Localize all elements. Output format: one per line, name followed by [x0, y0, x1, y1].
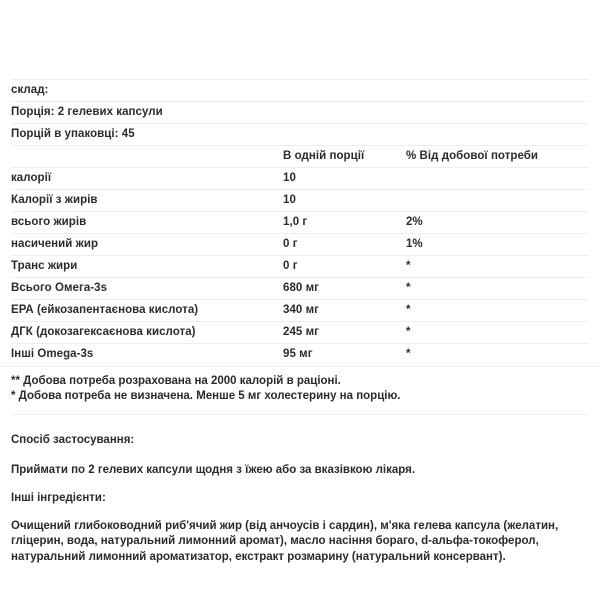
- table-row: [11, 168, 589, 190]
- serving-info-amount: [283, 80, 406, 102]
- nutrient-amount: 95 мг: [283, 344, 406, 366]
- spacer: [0, 415, 600, 433]
- nutrient-amount: 0 г: [283, 234, 406, 256]
- table-row: [11, 344, 589, 366]
- nutrient-label: всього жирів: [11, 212, 283, 234]
- supplement-facts-table: [11, 79, 589, 366]
- nutrient-label: ДГК (докозагексаєнова кислота): [11, 322, 283, 344]
- nutrient-label: насичений жир: [11, 234, 283, 256]
- usage-block: [0, 433, 600, 566]
- nutrient-label: Транс жири: [11, 256, 283, 278]
- usage-heading: Спосіб застосування:: [11, 433, 135, 446]
- column-header-amount: В одній порції: [283, 146, 406, 168]
- table-row: [11, 124, 589, 146]
- nutrient-daily-value: *: [406, 256, 589, 278]
- nutrient-label: калорії: [11, 168, 283, 190]
- servings-per-container-label: Порцій в упаковці: 45: [11, 124, 283, 146]
- nutrient-daily-value: 1%: [406, 234, 589, 256]
- table-header-row: [11, 146, 589, 168]
- nutrient-label: Калорії з жирів: [11, 190, 283, 212]
- table-row: [11, 322, 589, 344]
- nutrient-amount: 680 мг: [283, 278, 406, 300]
- spacer: [11, 477, 589, 491]
- usage-text: Приймати по 2 гелевих капсули щодня з їжею або за вказівкою лікаря.: [11, 463, 416, 476]
- serving-info-dv: [406, 80, 589, 102]
- footnote-daily-value-undetermined: * Добова потреба не визначена. Менше 5 мг холестерину на порцію.: [11, 389, 401, 402]
- serving-size-label: Порція: 2 гелевих капсули: [11, 102, 283, 124]
- servings-per-container-dv: [406, 124, 589, 146]
- nutrient-label: ЕРА (ейкозапентаєнова кислота): [11, 300, 283, 322]
- footnotes-block: [0, 366, 600, 403]
- table-row: [11, 234, 589, 256]
- footnote-daily-value-basis: ** Добова потреба розрахована на 2000 калорій в раціоні.: [11, 374, 341, 387]
- serving-size-dv: [406, 102, 589, 124]
- spacer: [11, 505, 589, 519]
- column-header-daily-value: % Від добової потреби: [406, 146, 589, 168]
- nutrient-label: Всього Омега-3s: [11, 278, 283, 300]
- nutrient-amount: 10: [283, 168, 406, 190]
- table-row: [11, 190, 589, 212]
- table-row: [11, 278, 589, 300]
- nutrient-daily-value: *: [406, 300, 589, 322]
- serving-info-label: склад:: [11, 80, 283, 102]
- nutrient-amount: 0 г: [283, 256, 406, 278]
- nutrient-label: Інші Omega-3s: [11, 344, 283, 366]
- other-ingredients-heading: Інші інгредієнти:: [11, 491, 106, 504]
- nutrient-amount: 10: [283, 190, 406, 212]
- table-row: [11, 300, 589, 322]
- nutrient-daily-value: [406, 168, 589, 190]
- table-row: [11, 212, 589, 234]
- nutrient-daily-value: *: [406, 322, 589, 344]
- nutrient-amount: 1,0 г: [283, 212, 406, 234]
- table-row: [11, 102, 589, 124]
- other-ingredients-text: Очищений глибоководний риб'ячий жир (від анчоусів і сардин), м'яка гелева капсула (желатин, гліцерин, вода, натуральний лимонний аромат), масло насіння бораго, d-альфа-токоферол, натуральний лимонний ароматизатор, екстракт розмарину (натуральний консервант).: [11, 519, 559, 563]
- serving-size-amount: [283, 102, 406, 124]
- nutrient-daily-value: *: [406, 344, 589, 366]
- column-header-name: [11, 146, 283, 168]
- nutrient-daily-value: *: [406, 278, 589, 300]
- spacer: [11, 447, 589, 463]
- table-row: [11, 256, 589, 278]
- servings-per-container-amount: [283, 124, 406, 146]
- nutrient-daily-value: 2%: [406, 212, 589, 234]
- nutrient-daily-value: [406, 190, 589, 212]
- nutrient-amount: 340 мг: [283, 300, 406, 322]
- nutrient-amount: 245 мг: [283, 322, 406, 344]
- table-row: [11, 80, 589, 102]
- top-spacer: [0, 0, 600, 79]
